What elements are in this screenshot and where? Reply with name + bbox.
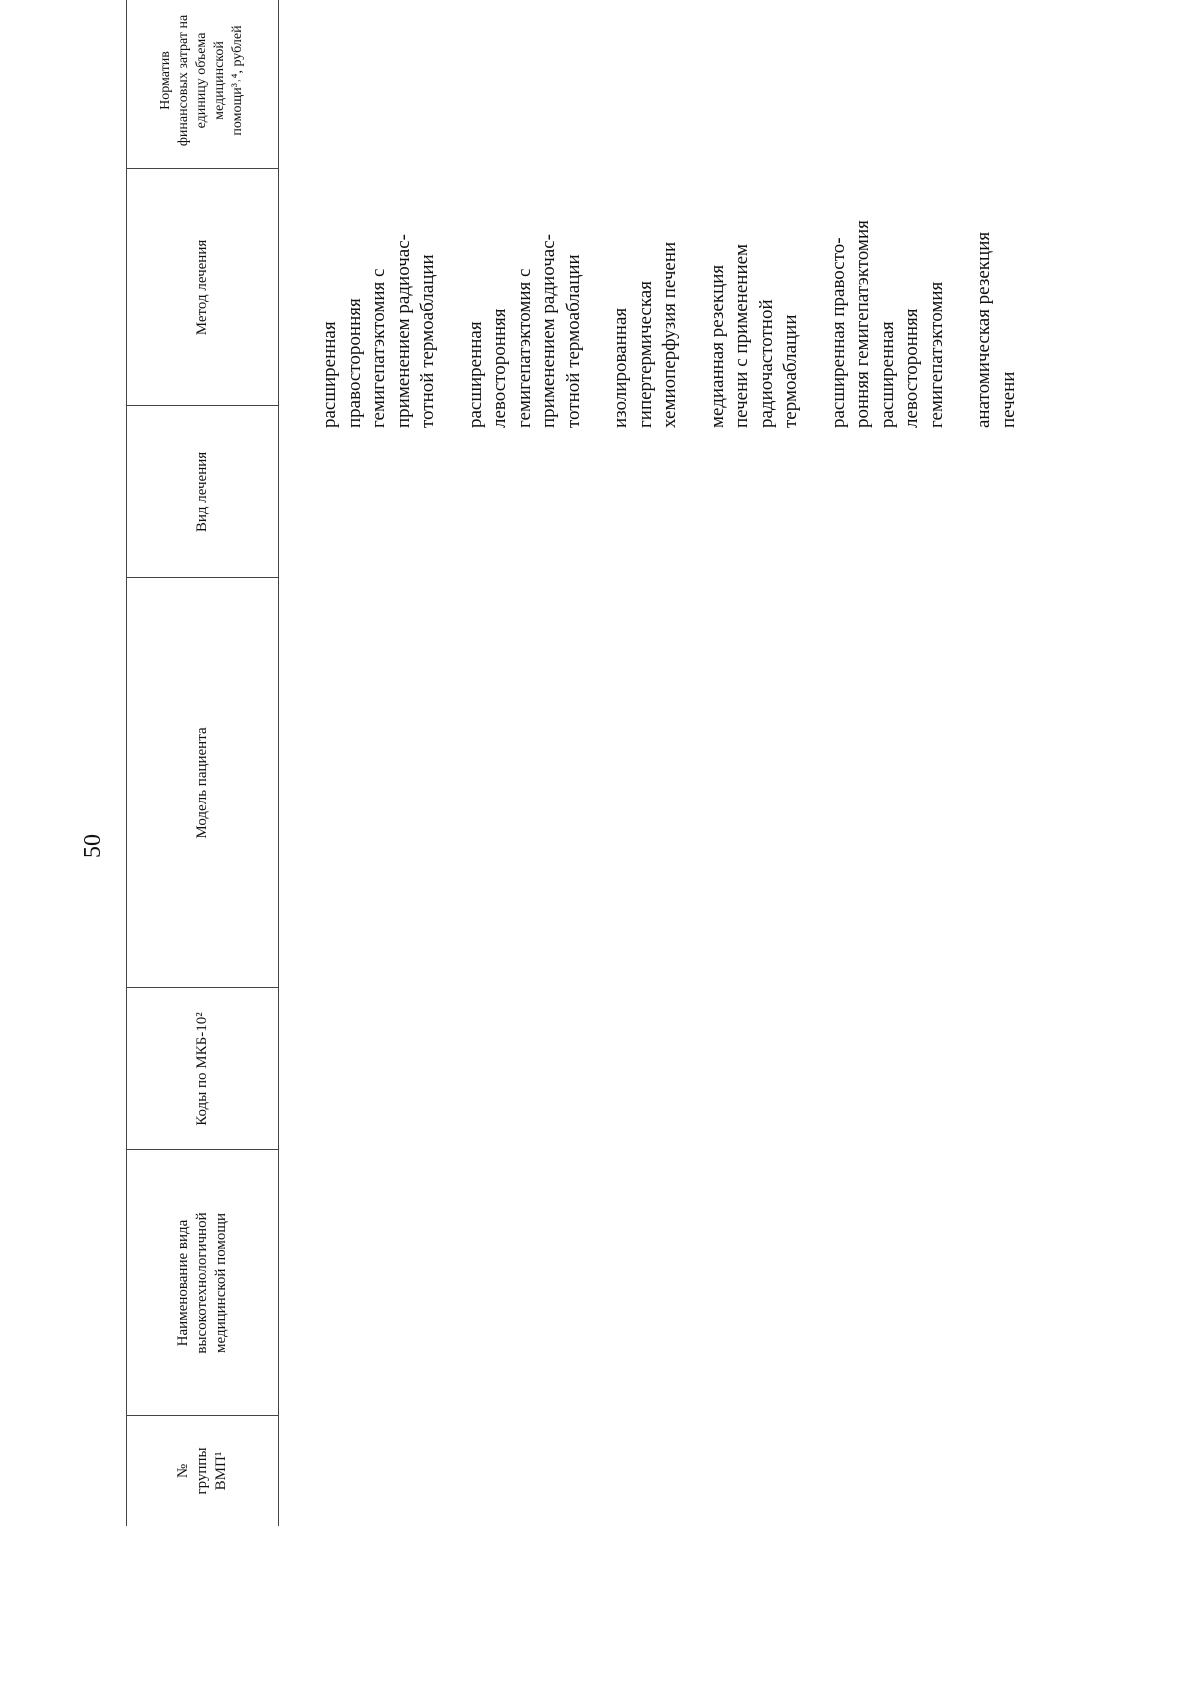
header-treatment-type: Вид лечения bbox=[193, 451, 210, 533]
treatment-method-item: изолированная гипертермическая хемиоперфузия печени bbox=[610, 241, 680, 428]
treatment-method-item: расширенная правосторонняя гемигепатэктомия с применением радиочас- тотной термоаблации bbox=[319, 234, 438, 428]
header-cost-norm: Норматив финансовых затрат на единицу объема медицинской помощи³˒⁴, рублей bbox=[158, 14, 245, 147]
page-number: 50 bbox=[80, 834, 106, 858]
treatment-method-item: анатомическая резекция печени bbox=[973, 231, 1019, 428]
header-group-number: № группы ВМП¹ bbox=[174, 1447, 229, 1495]
treatment-method-item: расширенная левосторонняя гемигепатэктомия bbox=[876, 281, 947, 428]
header-patient-model: Модель пациента bbox=[193, 727, 210, 839]
header-icd-codes: Коды по МКБ-10² bbox=[193, 1012, 210, 1126]
header-treatment-method: Метод лечения bbox=[193, 239, 210, 336]
treatment-method-item: расширенная правосто- ронняя гемигепатэктомия bbox=[827, 220, 873, 428]
treatment-methods-list bbox=[318, 166, 1021, 428]
header-care-type-name: Наименование вида высокотехнологичной медицинской помощи bbox=[174, 1212, 229, 1354]
treatment-method-item: медианная резекция печени с применением радиочастотной термоаблации bbox=[706, 243, 801, 428]
header-bottom-border bbox=[278, 0, 279, 1526]
treatment-method-item: расширенная левосторонняя гемигепатэктомия с применением радиочас- тотной термоаблации bbox=[464, 234, 584, 428]
